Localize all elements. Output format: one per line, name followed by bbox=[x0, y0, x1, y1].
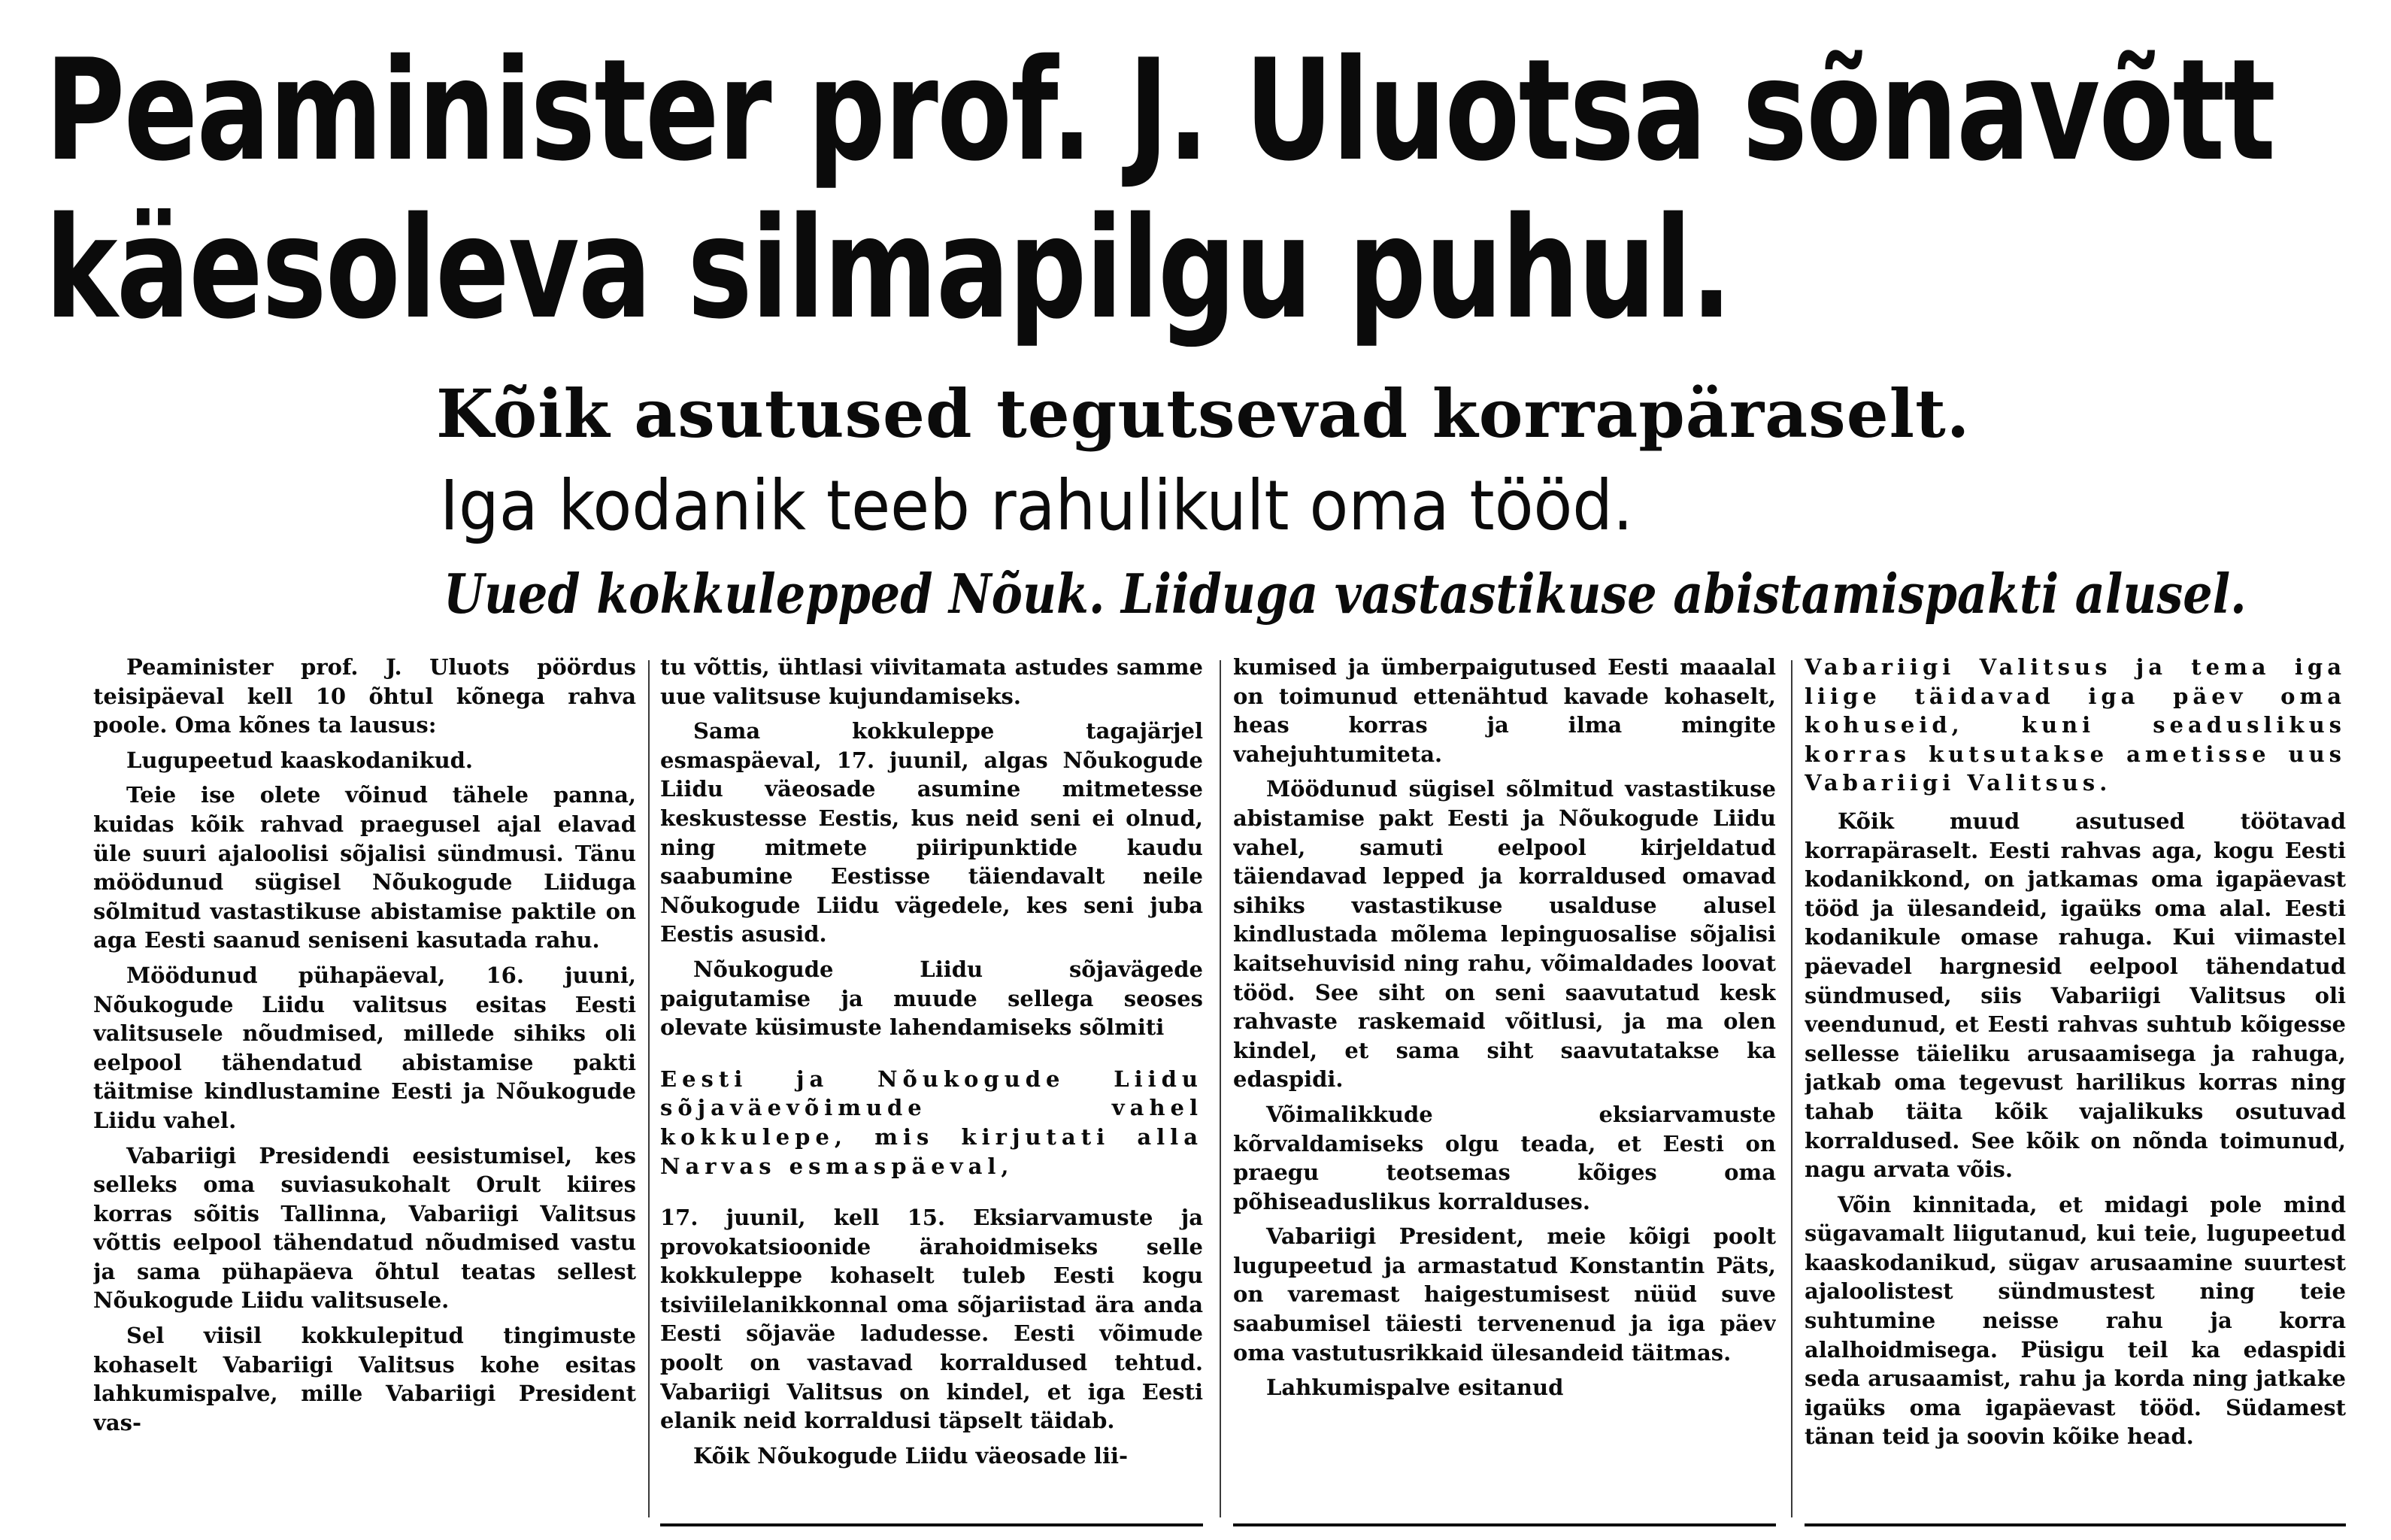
subheadline-2: Iga kodanik teeb rahulikult oma tööd. bbox=[440, 465, 1633, 546]
column-divider bbox=[1220, 660, 1221, 1517]
paragraph: Teie ise olete võinud tähele panna, kuidas kõik rahvad praegusel ajal elavad üle suuri ajaloolisi sõjalisi sündmusi. Tänu möödunud sügisel Nõukogude Liiduga sõlmitud vastastikuse abistamise paktile on aga Eesti saanud seniseni kasutada rahu. bbox=[93, 782, 636, 953]
paragraph: Kõik muud asutused töötavad korrapäraselt. Eesti rahvas aga, kogu Eesti kodanikkond, on jatkamas oma igapäevast tööd ja ülesandeid, igaüks oma alal. Eesti kodanikule omase rahuga. Kui viimastel päevadel hargnesid eelpool tähendatud sündmused, siis Vabariigi Valitsus oli veendunud, et Eesti rahvas suhtub kõigesse sellesse täieliku arusaamisega ja rahuga, jatkab oma tegevust harilikus korras ning tahab täita kõik vajalikuks osutuvad korraldused. See kõik on nõnda toimunud, nagu arvata võis. bbox=[1805, 808, 2346, 1183]
paragraph: Võimalikkude eksiarvamuste kõrvaldamiseks olgu teada, et Eesti on praegu teotsemas kõiges oma põhiseaduslikus korralduses. bbox=[1233, 1101, 1776, 1214]
paragraph: Peaminister prof. J. Uluots pöördus teisipäeval kell 10 õhtul kõnega rahva poole. Oma kõnes ta lausus: bbox=[93, 654, 636, 738]
article-column-2 bbox=[660, 653, 1203, 1517]
paragraph: Vabariigi President, meie kõigi poolt lugupeetud ja armastatud Konstantin Päts, on varemast haigestumisest nüüd suve saabumisel täiesti tervenenud ja iga päev oma vastutusrikkaid ülesandeid täitmas. bbox=[1233, 1223, 1776, 1366]
paragraph: Kõik Nõukogude Liidu väeosade lii- bbox=[693, 1442, 1129, 1469]
headline-line-1: Peaminister prof. J. Uluotsa sõnavõtt bbox=[45, 29, 2275, 192]
paragraph: Sel viisil kokkulepitud tingimuste kohaselt Vabariigi Valitsus kohe esitas lahkumispalve, mille Vabariigi President vas- bbox=[93, 1323, 636, 1435]
paragraph: Möödunud sügisel sõlmitud vastastikuse abistamise pakt Eesti ja Nõukogude Liidu vahel, samuti eelpool kirjeldatud täiendavad lepped ja korraldused omavad sihiks vastastikuse usalduse alusel kindlustada mõlema lepinguosalise sõjalisi kaitsehuvisid ning rahu, võimaldades loovat tööd. See siht on seni saavutatud kesk rahvaste raskemaid võitlusi, ja ma olen kindel, et sama siht saavutatakse ka edaspidi. bbox=[1233, 776, 1776, 1093]
article-column-1 bbox=[93, 653, 636, 1517]
paragraph: Möödunud pühapäeval, 16. juuni, Nõukogude Liidu valitsus esitas Eesti valitsusele nõudmised, millede sihiks oli eelpool tähendatud abistamise pakti täitmise kindlustamine Eesti ja Nõukogude Liidu vahel. bbox=[93, 962, 636, 1133]
paragraph: Vabariigi Presidendi eesistumisel, kes selleks oma suviasukohalt Orult kiires korras sõitis Tallinna, Vabariigi Valitsus võttis eelpool tähendatud nõudmised vastu ja sama pühapäeva õhtul teatas sellest Nõukogude Liidu valitsusele. bbox=[93, 1142, 636, 1314]
paragraph: Võin kinnitada, et midagi pole mind sügavamalt liigutanud, kui teie, lugupeetud kaaskodanikud, sügav arusaamine suurtest ajaloolistest sündmustest ning teie suhtumine neisse rahu ja korra alalhoidmisega. Püsigu teil ka edaspidi seda arusaamist, rahu ja korda ning jatkake igaüks oma igapäevast tööd. Südamest tänan teid ja soovin kõike head. bbox=[1805, 1191, 2346, 1450]
bottom-rule bbox=[1805, 1523, 2346, 1526]
headline bbox=[45, 29, 2275, 350]
paragraph: Nõukogude Liidu sõjavägede paigutamise ja muude sellega seoses olevate küsimuste lahendamiseks sõlmiti bbox=[660, 956, 1203, 1041]
bottom-rule bbox=[660, 1523, 1203, 1526]
headline-line-2: käesoleva silmapilgu puhul. bbox=[45, 186, 1732, 350]
column-divider bbox=[1791, 660, 1792, 1517]
paragraph: kumised ja ümberpaigutused Eesti maaalal on toimunud ettenähtud kavade kohaselt, heas korras ja ilma mingite vahejuhtumiteta. bbox=[1233, 654, 1776, 767]
paragraph-spaced: Eesti ja Nõukogude Liidu sõjaväevõimude vahel kokkulepe, mis kirjutati alla Narvas esmaspäeval, bbox=[660, 1066, 1203, 1179]
paragraph: Lahkumispalve esitanud bbox=[1266, 1375, 1564, 1401]
subheadline-1: Kõik asutused tegutsevad korrapäraselt. bbox=[436, 374, 1971, 453]
paragraph: tu võttis, ühtlasi viivitamata astudes samme uue valitsuse kujundamiseks. bbox=[660, 654, 1203, 709]
article-column-3 bbox=[1233, 653, 1776, 1517]
paragraph: Lugupeetud kaaskodanikud. bbox=[126, 747, 474, 773]
paragraph: Sama kokkuleppe tagajärjel esmaspäeval, 17. juunil, algas Nõukogude Liidu väeosade asumine mitmetesse keskustesse Eestis, kus neid seni ei olnud, ning mitmete piiripunktide kaudu saabumine Eestisse täiendavalt neile Nõukogude Liidu vägedele, kes seni juba Eestis asusid. bbox=[660, 718, 1203, 947]
article-column-4 bbox=[1805, 653, 2346, 1517]
paragraph-spaced: Vabariigi Valitsus ja tema iga liige täidavad iga päev oma kohuseid, kuni seaduslikus korras kutsutakse ametisse uus Vabariigi Valitsus. bbox=[1805, 654, 2346, 796]
subheadline-3: Uued kokkulepped Nõuk. Liiduga vastastikuse abistamispakti alusel. bbox=[444, 562, 2247, 626]
bottom-rule bbox=[1233, 1523, 1776, 1526]
paragraph: 17. juunil, kell 15. Eksiarvamuste ja provokatsioonide ärahoidmiseks selle kokkuleppe kohaselt tuleb Eesti kogu tsiviilelanikkonnal oma sõjariistad ära anda Eesti sõjaväe ladudesse. Eesti võimude poolt on vastavad korraldused tehtud. Vabariigi Valitsus on kindel, et iga Eesti elanik neid korraldusi täpselt täidab. bbox=[660, 1205, 1203, 1434]
column-divider bbox=[648, 660, 650, 1517]
